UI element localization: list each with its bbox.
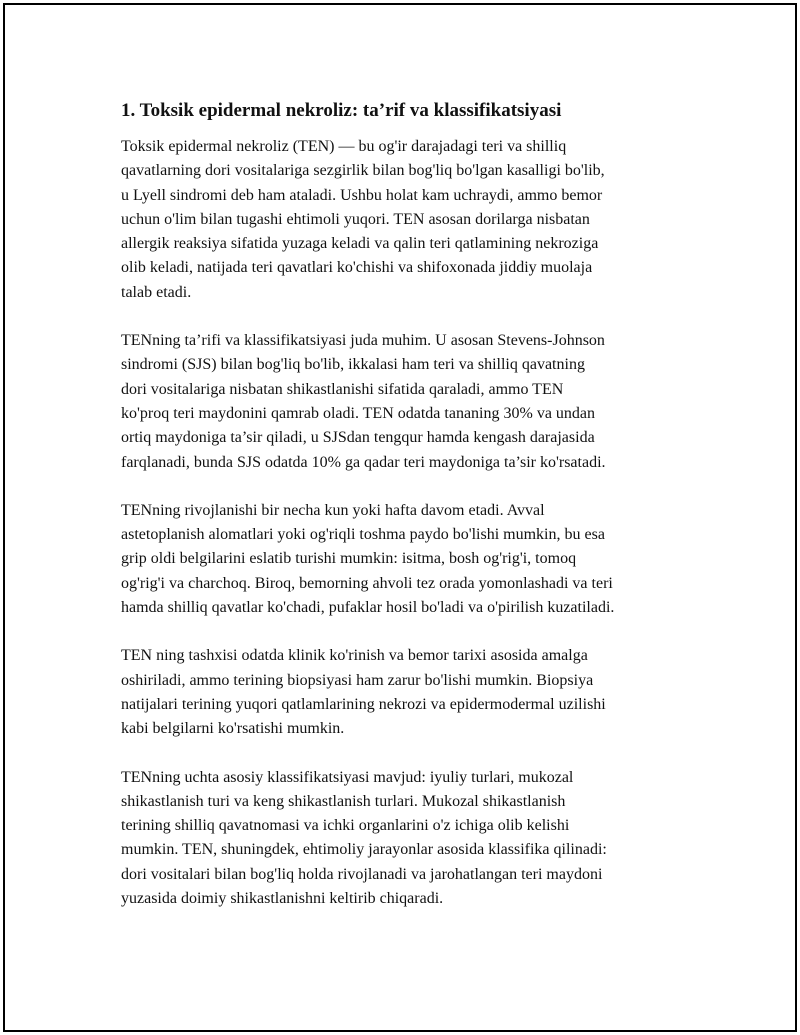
text-line: u Lyell sindromi deb ham ataladi. Ushbu holat kam uchraydi, ammo bemor (121, 186, 603, 204)
paragraph-definition (121, 135, 691, 305)
text-line: natijalari terining yuqori qatlamlarining nekrozi va epidermodermal uzilishi (121, 695, 606, 713)
text-line: farqlanadi, bunda SJS odatda 10% ga qadar teri maydoniga ta’sir ko'rsatadi. (121, 453, 606, 471)
text-line: mumkin. TEN, shuningdek, ehtimoliy jarayonlar asosida klassifika qilinadi: (121, 841, 607, 859)
text-line: ko'proq teri maydonini qamrab oladi. TEN odatda tananing 30% va undan (121, 404, 596, 422)
section-heading: 1. Toksik epidermal nekroliz: ta’rif va klassifikatsiyasi (121, 100, 562, 121)
document-body (121, 98, 691, 935)
text-line: yuzasida doimiy shikastlanishni keltirib chiqaradi. (121, 890, 444, 908)
text-line: astetoplanish alomatlari yoki og'riqli toshma paydo bo'lishi mumkin, bu esa (121, 526, 605, 544)
page-frame (3, 3, 797, 1032)
text-line: TEN ning tashxisi odatda klinik ko'rinish va bemor tarixi asosida amalga (121, 647, 588, 665)
text-line: kabi belgilarni ko'rsatishi mumkin. (121, 720, 345, 738)
text-line: TENning rivojlanishi bir necha kun yoki hafta davom etadi. Avval (121, 501, 545, 519)
text-line: og'rig'i va charchoq. Biroq, bemorning ahvoli tez orada yomonlashadi va teri (121, 574, 613, 592)
text-line: oshiriladi, ammo terining biopsiyasi ham zarur bo'lishi mumkin. Biopsiya (121, 671, 594, 689)
text-line: uchun o'lim bilan tugashi ehtimoli yuqori. TEN asosan dorilarga nisbatan (121, 210, 590, 228)
paragraph-types (121, 766, 691, 912)
text-line: hamda shilliq qavatlar ko'chadi, pufaklar hosil bo'ladi va o'pirilish kuzatiladi. (121, 599, 615, 617)
paragraph-diagnosis (121, 644, 691, 741)
text-line: Toksik epidermal nekroliz (TEN) — bu og'ir darajadagi teri va shilliq (121, 138, 567, 155)
text-line: dori vositalari bilan bog'liq holda rivojlanadi va jarohatlangan teri maydoni (121, 865, 603, 883)
text-line: grip oldi belgilarini eslatib turishi mumkin: isitma, bosh og'rig'i, tomoq (121, 550, 577, 568)
text-line: qavatlarning dori vositalariga sezgirlik bilan bog'liq bo'lgan kasalligi bo'lib, (121, 162, 605, 180)
paragraph-classification (121, 329, 691, 475)
text-line: dori vositalariga nisbatan shikastlanishi sifatida qaraladi, ammo TEN (121, 380, 564, 398)
text-line: shikastlanish turi va keng shikastlanish turlari. Mukozal shikastlanish (121, 792, 566, 810)
text-line: olib keladi, natijada teri qavatlari ko'chishi va shifoxonada jiddiy muolaja (121, 259, 593, 277)
text-line: sindromi (SJS) bilan bog'liq bo'lib, ikkalasi ham teri va shilliq qavatning (121, 356, 585, 374)
paragraph-progression (121, 499, 691, 620)
text-line: TENning uchta asosiy klassifikatsiyasi mavjud: iyuliy turlari, mukozal (121, 768, 574, 786)
text-line: allergik reaksiya sifatida yuzaga keladi va qalin teri qatlamining nekroziga (121, 235, 599, 253)
text-line: ortiq maydoniga ta’sir qiladi, u SJSdan tengqur hamda kengash darajasida (121, 429, 595, 447)
text-line: TENning ta’rifi va klassifikatsiyasi juda muhim. U asosan Stevens-Johnson (121, 332, 605, 350)
text-line: talab etadi. (121, 283, 192, 301)
text-line: terining shilliq qavatnomasi va ichki organlarini o'z ichiga olib kelishi (121, 817, 570, 835)
